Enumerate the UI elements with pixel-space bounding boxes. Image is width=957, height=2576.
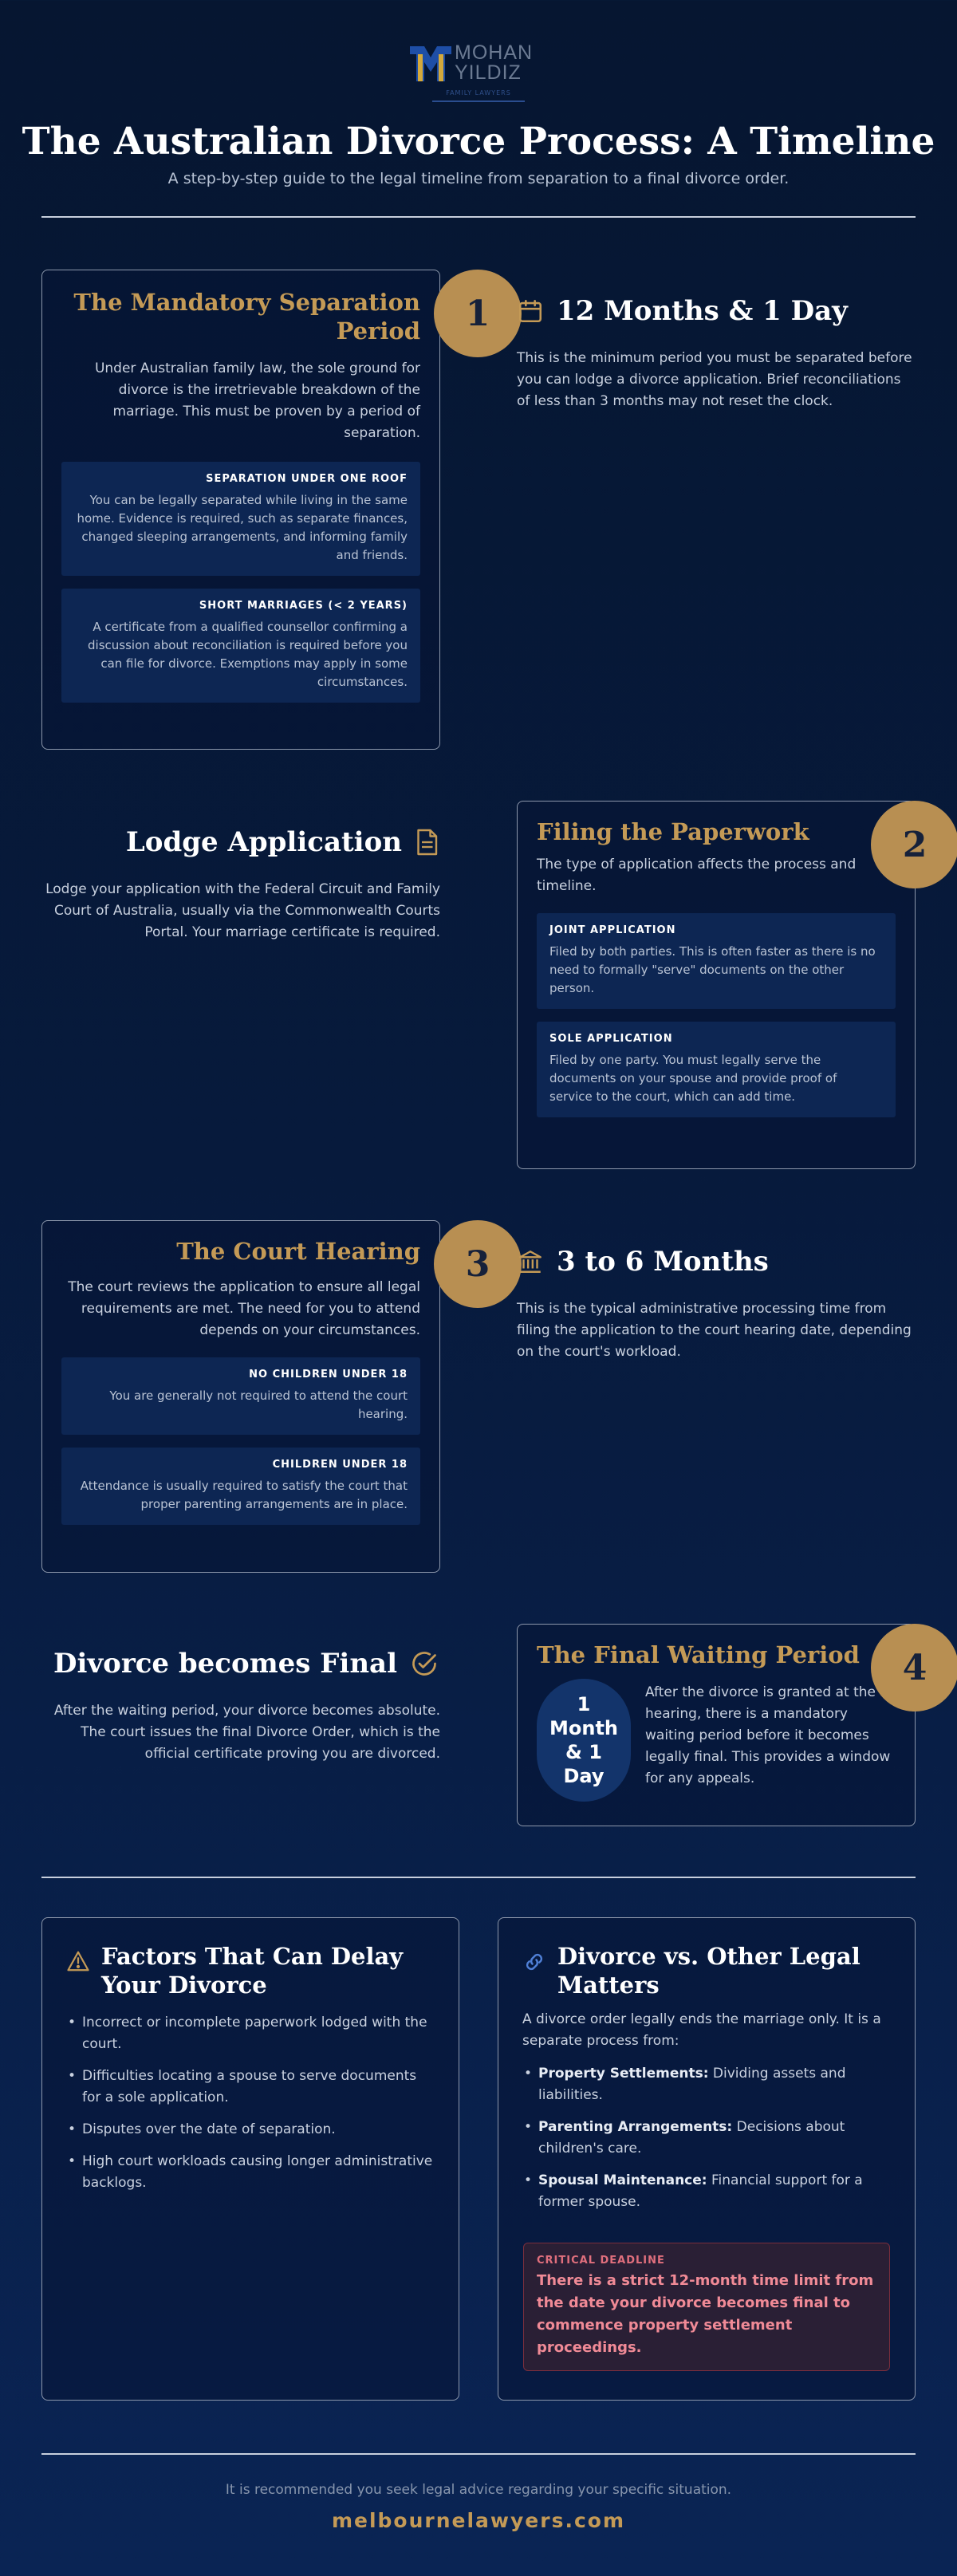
step-2-info-box xyxy=(537,913,896,1009)
step-2-side-title xyxy=(126,826,439,858)
step-1-info-box xyxy=(61,462,420,576)
step-4-card-body xyxy=(537,1679,896,1802)
other-matters-intro: A divorce order legally ends the marriage only. It is a separate process from: xyxy=(522,2011,881,2049)
footer-note: It is recommended you seek legal advice regarding your specific situation. xyxy=(225,2482,732,2498)
step-2-info-box xyxy=(537,1022,896,1117)
item-label: Parenting Arrangements: xyxy=(538,2119,733,2135)
delay-factors-title: Factors That Can Delay Your Divorce xyxy=(101,1943,404,1999)
info-box-title: NO CHILDREN UNDER 18 xyxy=(249,1369,408,1381)
item-label: Spousal Maintenance: xyxy=(538,2172,707,2188)
list-item xyxy=(522,2063,891,2106)
step-4-card xyxy=(517,1624,916,1826)
list-item: • Difficulties locating a spouse to serve documents for a sole application. xyxy=(66,2066,435,2109)
step-1-side-title xyxy=(517,295,848,327)
info-box-text: You can be legally separated while living in the same home. Evidence is required, such as separate finances, changed sleeping arrangements, and informing family and friends. xyxy=(77,493,408,562)
pill-line: & 1 xyxy=(565,1741,602,1763)
delay-factors-list xyxy=(66,2012,435,2194)
step-3-info-box xyxy=(61,1448,420,1525)
logo-underline xyxy=(432,100,525,102)
list-item xyxy=(522,2170,891,2213)
step-4-side-text: After the waiting period, your divorce becomes absolute. The court issues the final Divorce Order, which is the official certificate proving you are divorced. xyxy=(53,1703,440,1762)
other-matters-header xyxy=(522,1942,891,1999)
step-3-side-text: This is the typical administrative processing time from filing the application to the court hearing date, depending on the court's workload. xyxy=(517,1301,912,1360)
step-3-card-title: The Court Hearing xyxy=(176,1238,420,1265)
divider xyxy=(41,216,916,218)
logo-mark-icon xyxy=(408,43,453,85)
step-1-card-title: The Mandatory Separation Period xyxy=(73,289,420,345)
step-1-card xyxy=(41,270,440,750)
step-1-side-text: This is the minimum period you must be separated before you can lodge a divorce application. Brief reconciliations of less than 3 months may not reset the clock. xyxy=(517,350,912,409)
step-4-number: 4 xyxy=(871,1624,957,1711)
side-title-text: 12 Months & 1 Day xyxy=(557,295,848,327)
info-box-text: Filed by both parties. This is often faster as there is no need to formally "serve" documents on the other person. xyxy=(549,944,876,995)
step-3-card xyxy=(41,1220,440,1573)
step-4-card-text: After the divorce is granted at the hearing, there is a mandatory waiting period before it becomes legally final. This provides a window for any appeals. xyxy=(645,1684,891,1786)
logo-tagline: FAMILY LAWYERS xyxy=(446,89,511,97)
step-2-number: 2 xyxy=(871,801,957,888)
step-2-side-text: Lodge your application with the Federal Circuit and Family Court of Australia, usually via the Commonwealth Courts Portal. Your marriage certificate is required. xyxy=(45,881,440,940)
warning-icon xyxy=(66,1950,90,1972)
info-box-text: A certificate from a qualified counsellor confirming a discussion about reconciliation is required before you can file for divorce. Exemptions may apply in some circumstances. xyxy=(88,620,408,689)
footer-website-link[interactable]: melbournelawyers.com xyxy=(331,2509,626,2532)
other-matters-title: Divorce vs. Other Legal Matters xyxy=(557,1943,861,1999)
page-subtitle: A step-by-step guide to the legal timeline from separation to a final divorce order. xyxy=(167,170,790,187)
item-label: Property Settlements: xyxy=(538,2066,709,2082)
info-box-text: You are generally not required to attend the court hearing. xyxy=(109,1388,408,1421)
info-box-title: SOLE APPLICATION xyxy=(549,1033,673,1045)
pill-line: 1 xyxy=(577,1693,591,1715)
deadline-label: CRITICAL DEADLINE xyxy=(537,2255,665,2267)
step-3-info-box xyxy=(61,1357,420,1435)
check-circle-icon xyxy=(410,1649,439,1678)
step-3-side-title xyxy=(517,1246,769,1278)
other-matters-list xyxy=(522,2063,891,2213)
page-title: The Australian Divorce Process: A Timeline xyxy=(22,120,935,163)
document-icon xyxy=(415,828,439,857)
item-text: Financial support for a former spouse. xyxy=(538,2172,863,2210)
divider xyxy=(41,1877,916,1878)
list-item: • Incorrect or incomplete paperwork lodged with the court. xyxy=(66,2012,435,2055)
waiting-period-pill xyxy=(537,1679,631,1802)
list-item: • High court workloads causing longer administrative backlogs. xyxy=(66,2151,435,2194)
info-box-title: SHORT MARRIAGES (< 2 YEARS) xyxy=(199,600,408,612)
step-3-number: 3 xyxy=(434,1220,522,1308)
step-3-card-text: The court reviews the application to ensure all legal requirements are met. The need for you to attend depends on your circumstances. xyxy=(68,1279,420,1338)
step-2-card xyxy=(517,801,916,1169)
info-box-text: Filed by one party. You must legally serve the documents on your spouse and provide proof of service to the court, which can add time. xyxy=(549,1053,837,1104)
delay-factors-card xyxy=(41,1917,459,2401)
link-icon xyxy=(522,1950,546,1974)
deadline-text: There is a strict 12-month time limit from the date your divorce becomes final to commence property settlement proceedings. xyxy=(537,2272,874,2356)
step-2-card-text: The type of application affects the process and timeline. xyxy=(537,857,857,894)
divider xyxy=(41,2453,916,2455)
delay-factors-header xyxy=(66,1942,435,1999)
step-2-card-title: Filing the Paperwork xyxy=(537,818,809,845)
logo-name: MOHAN YILDIZ xyxy=(455,41,534,84)
item-text: Decisions about children's care. xyxy=(538,2119,845,2157)
list-item xyxy=(522,2117,891,2160)
step-4-card-title: The Final Waiting Period xyxy=(537,1641,860,1668)
step-1-info-box xyxy=(61,589,420,703)
side-title-text: Divorce becomes Final xyxy=(53,1648,397,1680)
critical-deadline-box xyxy=(523,2243,890,2371)
info-box-text: Attendance is usually required to satisfy the court that proper parenting arrangements are in place. xyxy=(80,1479,408,1511)
list-item: • Disputes over the date of separation. xyxy=(66,2119,435,2141)
item-text: Dividing assets and liabilities. xyxy=(538,2066,846,2103)
calendar-icon xyxy=(517,297,544,325)
step-1-card-text: Under Australian family law, the sole ground for divorce is the irretrievable breakdown of the marriage. This must be proven by a period of separation. xyxy=(94,360,420,441)
pill-line: Day xyxy=(563,1765,605,1787)
step-4-side-title xyxy=(53,1648,439,1680)
step-1-number: 1 xyxy=(434,270,522,357)
info-box-title: JOINT APPLICATION xyxy=(549,924,676,936)
logo xyxy=(408,40,549,105)
side-title-text: 3 to 6 Months xyxy=(557,1246,769,1278)
info-box-title: CHILDREN UNDER 18 xyxy=(272,1459,408,1471)
pill-line: Month xyxy=(549,1717,618,1739)
info-box-title: SEPARATION UNDER ONE ROOF xyxy=(206,473,408,485)
side-title-text: Lodge Application xyxy=(125,826,402,858)
courthouse-icon xyxy=(517,1248,544,1275)
